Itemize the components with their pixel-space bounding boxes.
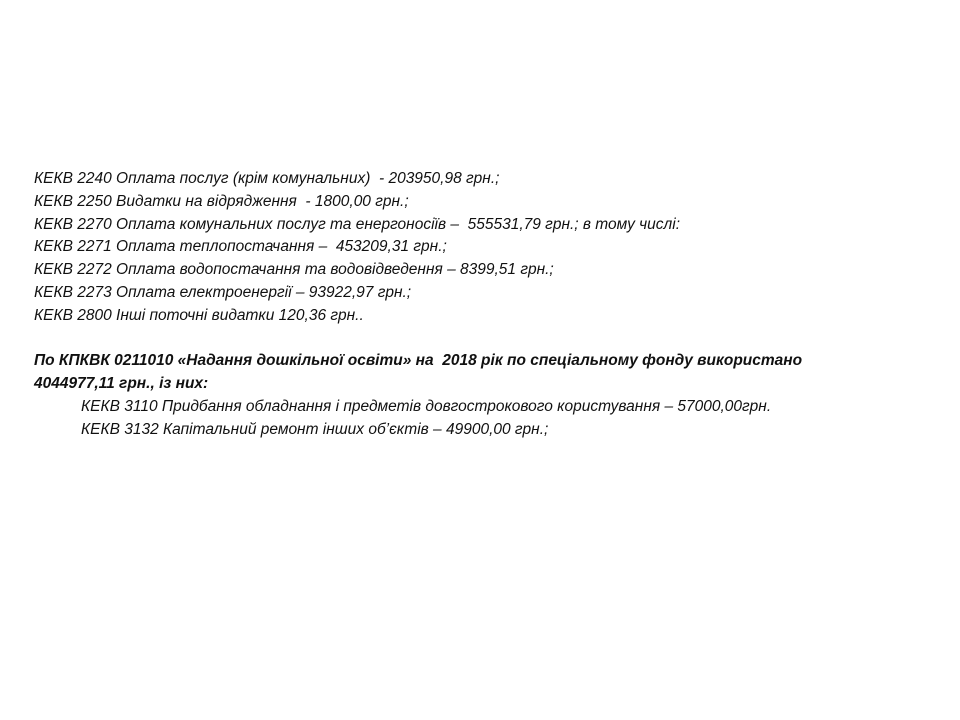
paragraph-spacer [34,328,914,351]
kekv-2800-line: КЕКВ 2800 Інші поточні видатки 120,36 грн.. [34,306,364,324]
kekv-2250-line: КЕКВ 2250 Видатки на відрядження - 1800,00 грн.; [34,192,409,210]
special-fund-heading-line1: По КПКВК 0211010 «Надання дошкільної освіти» на 2018 рік по спеціальному фонду використано [34,352,803,370]
kekv-3132-line: КЕКВ 3132 Капітальний ремонт інших об’єктів – 49900,00 грн.; [81,420,549,438]
kekv-2270-line: КЕКВ 2270 Оплата комунальних послуг та енергоносіїв – 555531,79 грн.; в тому числі: [34,215,681,233]
kekv-3110-line: КЕКВ 3110 Придбання обладнання і предметів довгострокового користування – 57000,00грн. [81,397,772,415]
special-fund-heading-line2: 4044977,11 грн., із них: [34,375,209,393]
kekv-2272-line: КЕКВ 2272 Оплата водопостачання та водовідведення – 8399,51 грн.; [34,261,554,279]
expenditure-text-block [34,168,914,442]
kekv-2273-line: КЕКВ 2273 Оплата електроенергії – 93922,97 грн.; [34,283,412,301]
kekv-2240-line: КЕКВ 2240 Оплата послуг (крім комунальних) - 203950,98 грн.; [34,170,500,187]
kekv-2271-line: КЕКВ 2271 Оплата теплопостачання – 453209,31 грн.; [34,238,447,256]
